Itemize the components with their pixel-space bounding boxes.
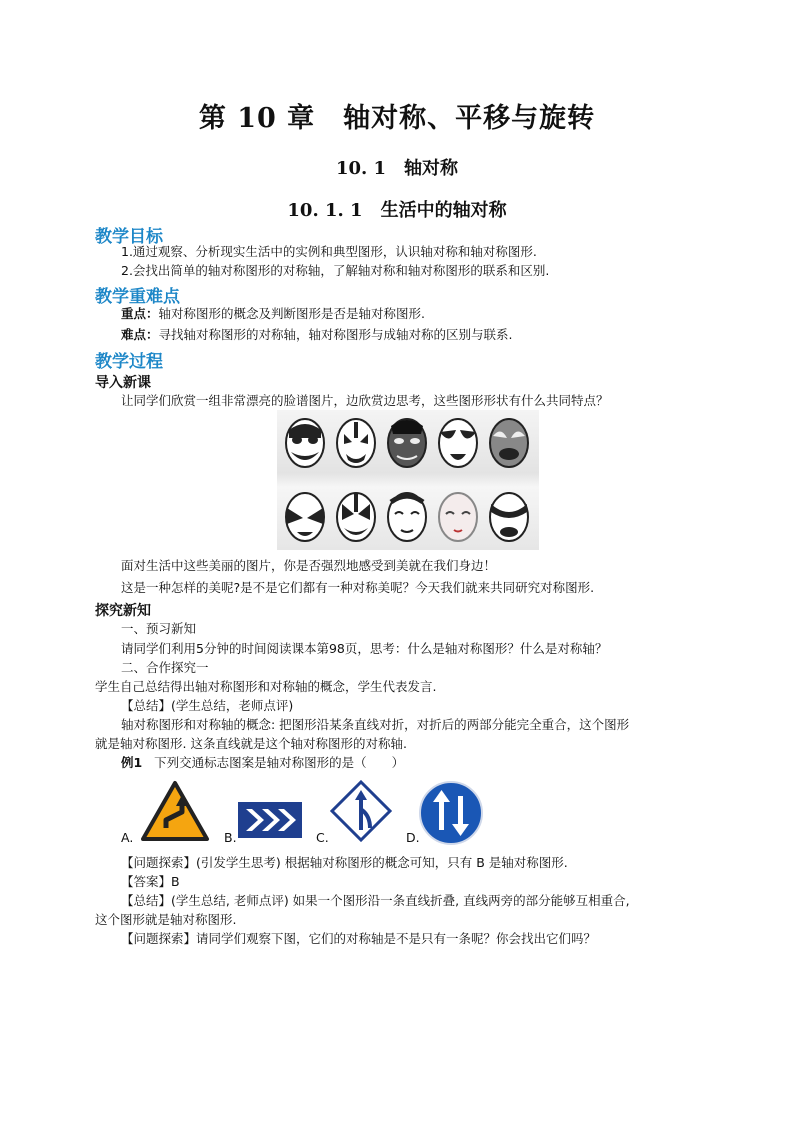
intro-text: 让同学们欣赏一组非常漂亮的脸谱图片，边欣赏边思考，这些图形形状有什么共同特点？ (121, 393, 609, 408)
opera-masks-svg (277, 410, 539, 550)
opera-mask-icon (490, 493, 528, 541)
mask-row-bottom (286, 493, 528, 541)
part1-heading: 一、预习新知 (121, 621, 197, 636)
focus-line (121, 305, 425, 323)
opera-masks-image (277, 410, 539, 550)
goals-heading: 教学目标 (95, 227, 163, 247)
goal-item: 2.会找出简单的轴对称图形的对称轴，了解轴对称和轴对称图形的联系和区别. (121, 263, 550, 278)
difficulty-label: 难点： (121, 327, 159, 342)
example-line (121, 754, 404, 772)
summary2-line-2: 这个图形就是轴对称图形. (95, 912, 237, 927)
explore2: 【问题探索】请同学们观察下图，它们的对称轴是不是只有一条呢？你会找出它们吗？ (121, 931, 597, 946)
opera-mask-icon (490, 419, 528, 467)
opera-mask-icon (388, 493, 426, 541)
chevron-sign-icon (238, 802, 302, 838)
example-label: 例1 (121, 755, 143, 770)
difficulty-text: 寻找轴对称图形的对称轴，轴对称图形与成轴对称的区别与联系. (158, 327, 513, 342)
part2-text: 学生自己总结得出轴对称图形和对称轴的概念，学生代表发言. (95, 679, 437, 694)
opera-mask-icon (337, 493, 375, 541)
opera-mask-icon (439, 419, 477, 467)
mask-row-top (286, 419, 528, 467)
answer: 【答案】B (121, 874, 180, 889)
opera-mask-icon (286, 493, 324, 541)
explore-heading: 探究新知 (95, 603, 151, 619)
after-masks-line-2: 这是一种怎样的美呢?是不是它们都有一种对称美呢？今天我们就来共同研究对称图形. (121, 580, 595, 595)
example-text: 下列交通标志图案是轴对称图形的是（ ） (154, 755, 405, 770)
option-b-label: B. (224, 830, 237, 845)
chapter-title: 第 10 章 轴对称、平移与旋转 (198, 103, 596, 134)
opera-mask-icon (337, 419, 375, 467)
definition-line-1: 轴对称图形和对称轴的概念: 把图形沿某条直线对折，对折后的两部分能完全重合，这个图形 (121, 717, 630, 732)
summary2-line-1: 【总结】(学生总结, 老师点评) 如果一个图形沿一条直线折叠, 直线两旁的部分能够互相重合, (121, 893, 630, 908)
key-points-heading: 教学重难点 (95, 287, 180, 307)
goal-item: 1.通过观察、分析现实生活中的实例和典型图形，认识轴对称和轴对称图形. (121, 244, 537, 259)
opera-mask-icon (286, 419, 324, 467)
explore1: 【问题探索】(引发学生思考) 根据轴对称图形的概念可知，只有 B 是轴对称图形. (121, 855, 568, 870)
summary1: 【总结】(学生总结，老师点评) (121, 698, 294, 713)
opera-mask-icon (388, 419, 426, 467)
difficulty-line (121, 326, 513, 344)
option-d-label: D. (406, 830, 420, 845)
part2-heading: 二、合作探究一 (121, 660, 209, 675)
two-way-traffic-sign-icon (418, 780, 484, 846)
merge-sign-icon (330, 780, 392, 842)
focus-label: 重点： (121, 306, 159, 321)
winding-road-sign-icon (140, 780, 210, 842)
process-heading: 教学过程 (95, 352, 163, 372)
option-a-label: A. (121, 830, 134, 845)
after-masks-line-1: 面对生活中这些美丽的图片，你是否强烈地感受到美就在我们身边！ (121, 558, 497, 573)
focus-text: 轴对称图形的概念及判断图形是否是轴对称图形. (158, 306, 425, 321)
intro-heading: 导入新课 (95, 375, 151, 391)
section-title: 10. 1 轴对称 (335, 158, 459, 179)
part1-text: 请同学们利用5分钟的时间阅读课本第98页，思考：什么是轴对称图形？什么是对称轴？ (121, 641, 608, 656)
subsection-title: 10. 1. 1 生活中的轴对称 (287, 200, 507, 221)
option-c-label: C. (316, 830, 329, 845)
definition-line-2: 就是轴对称图形. 这条直线就是这个轴对称图形的对称轴. (95, 736, 407, 751)
opera-mask-icon (439, 493, 477, 541)
